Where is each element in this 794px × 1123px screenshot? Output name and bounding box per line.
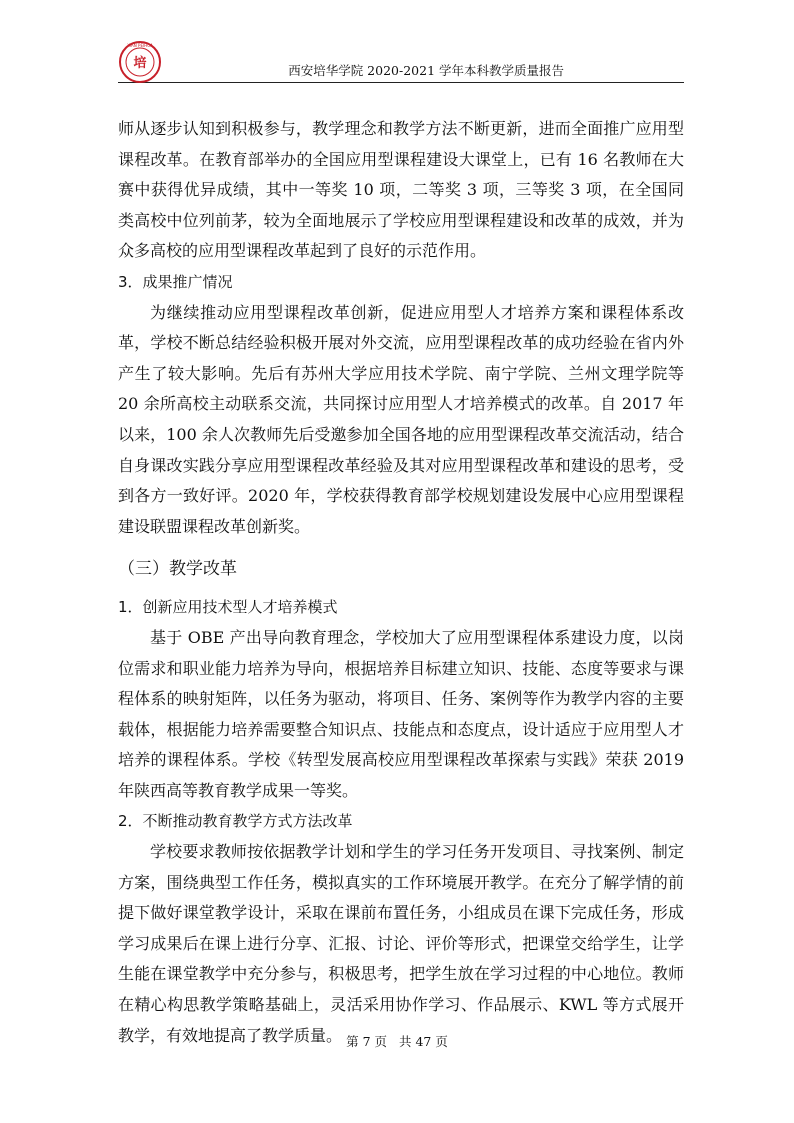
section-heading: （三）教学改革 xyxy=(118,559,237,580)
paragraph: 学校要求教师按依据教学计划和学生的学习任务开发项目、寻找案例、制定方案，围绕典型工作任务，模拟真实的工作环境展开教学。在充分了解学情的前提下做好课堂教学设计，采取在课前布置任务，小组成员在课下完成任务，形成学习成果后在课上进行分享、汇报、讨论、评价等形式，把课堂交给学生，让学生能在课堂教学中充分参与，积极思考，把学生放在学习过程的中心地位。教师在精心构思教学策略基础上，灵活采用协作学习、作品展示、KWL 等方式展开教学，有效地提高了教学质量。 xyxy=(118,842,684,1045)
subsection-heading: 1．创新应用技术型人才培养模式 xyxy=(118,598,338,617)
paragraph: 师从逐步认知到积极参与，教学理念和教学方法不断更新，进而全面推广应用型课程改革。在教育部举办的全国应用型课程建设大课堂上，已有 16 名教师在大赛中获得优异成绩，其中一等奖 10 项，二等奖 3 项，三等奖 3 项，在全国同类高校中位列前茅，较为全面地展示了学校应用型课程建设和改革的成效，并为众多高校的应用型课程改革起到了良好的示范作用。 xyxy=(118,119,684,261)
subsection-heading: 3．成果推广情况 xyxy=(118,272,233,291)
page-body xyxy=(118,114,684,1051)
school-logo-icon xyxy=(118,40,162,84)
svg-text:XIAN PEIHUA: XIAN PEIHUA xyxy=(127,43,153,48)
svg-text:培: 培 xyxy=(133,56,147,71)
page-number: 第 7 页 共 47 页 xyxy=(346,1034,448,1049)
paragraph: 为继续推动应用型课程改革创新，促进应用型人才培养方案和课程体系改革，学校不断总结经验积极开展对外交流，应用型课程改革的成功经验在省内外产生了较大影响。先后有苏州大学应用技术学院、南宁学院、兰州文理学院等 20 余所高校主动联系交流，共同探讨应用型人才培养模式的改革。自 2017 年以来，100 余人次教师先后受邀参加全国各地的应用型课程改革交流活动，结合自身课改实践分享应用型课程改革经验及其对应用型课程改革和建设的思考，受到各方一致好评。2020 年，学校获得教育部学校规划建设发展中心应用型课程建设联盟课程改革创新奖。 xyxy=(118,302,684,536)
paragraph: 基于 OBE 产出导向教育理念，学校加大了应用型课程体系建设力度，以岗位需求和职业能力培养为导向，根据培养目标建立知识、技能、态度等要求与课程体系的映射矩阵，以任务为驱动，将项目、任务、案例等作为教学内容的主要载体，根据能力培养需要整合知识点、技能点和态度点，设计适应于应用型人才培养的课程体系。学校《转型发展高校应用型课程改革探索与实践》荣获 2019 年陕西高等教育教学成果一等奖。 xyxy=(118,627,684,800)
page-header xyxy=(118,40,684,83)
subsection-heading: 2．不断推动教育教学方式方法改革 xyxy=(118,812,353,831)
header-title: 西安培华学院 2020-2021 学年本科教学质量报告 xyxy=(288,63,564,78)
